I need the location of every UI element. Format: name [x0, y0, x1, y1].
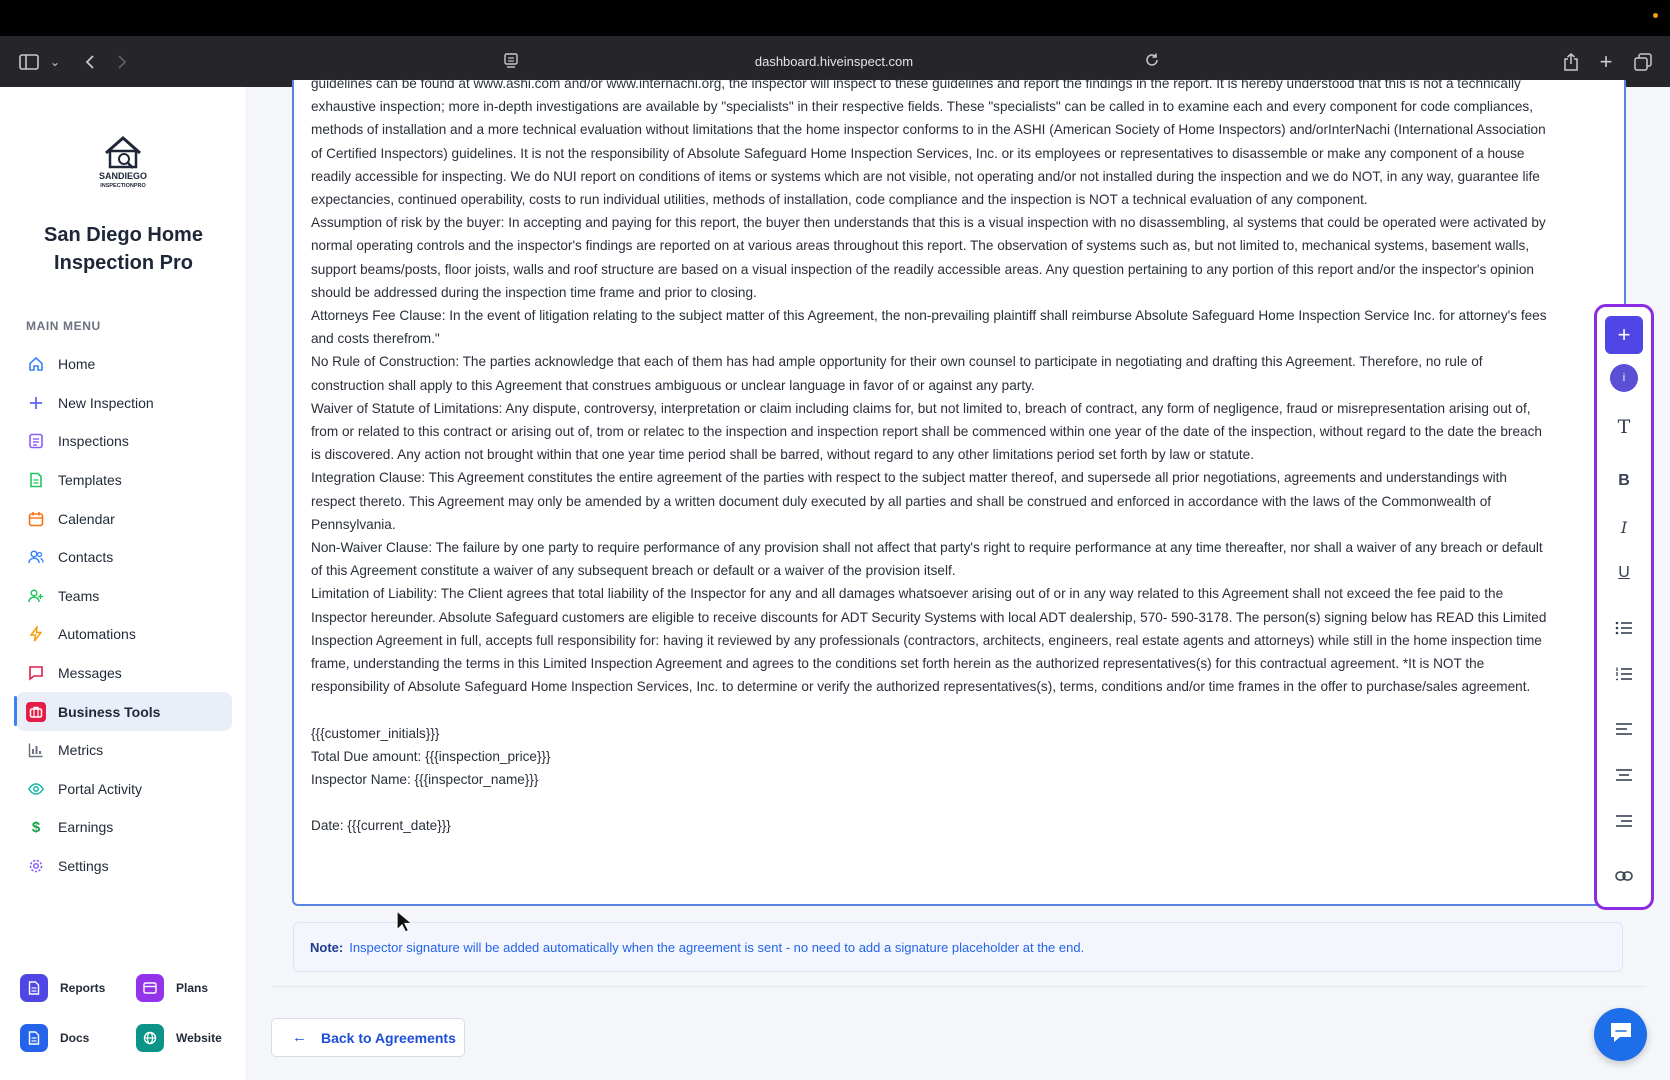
bar-chart-icon: [28, 742, 44, 758]
text-icon[interactable]: [1605, 408, 1643, 446]
reload-icon[interactable]: [1144, 52, 1160, 73]
sidebar-item-portal-activity[interactable]: [16, 770, 232, 809]
calendar-icon: [28, 511, 44, 527]
plus-icon: [28, 395, 44, 411]
url-text: dashboard.hiveinspect.com: [754, 54, 914, 69]
globe-icon: [136, 1024, 164, 1052]
customer-initials-placeholder: {{{customer_initials}}}: [311, 725, 440, 741]
sidebar-item-teams[interactable]: [16, 577, 232, 616]
paragraph-integration-clause: Integration Clause: This Agreement constitutes the entire agreement of the parties with respect to the subject matter thereof, and supersede all prior negotiations, agreements and understandings with respect thereto. This Agreement may only be amended by a written document duly executed by all parties and shall be construed and enforced in accordance with the laws of the Commonwealth of Pennsylvania.: [311, 470, 1507, 532]
chevron-down-icon[interactable]: ⌄: [49, 54, 61, 69]
clipboard-icon: [28, 433, 44, 449]
italic-icon[interactable]: [1605, 508, 1643, 546]
gear-icon: [28, 858, 44, 874]
paragraph-assumption-of-risk: Assumption of risk by the buyer: In accepting and paying for this report, the buyer then understands that this is a visual inspection with no disassembling, al systems that could be operated were activated by normal operating controls and the inspector's findings are reported on at various areas throughout this report. The observation of systems such as, but not limited to, mechanical systems, basement walls, support beams/posts, floor joists, walls and roof structure are based on a visual inspection of the readily accessible areas. Any question pertaining to any portion of this report and/or the inspector's opinion should be addressed during the inspection time frame and prior to closing.: [311, 215, 1546, 300]
underline-icon[interactable]: [1605, 554, 1643, 592]
sidebar-item-label: Settings: [58, 858, 109, 875]
docs-link[interactable]: [20, 1024, 89, 1052]
website-link[interactable]: [136, 1024, 222, 1052]
plans-link[interactable]: [136, 974, 208, 1002]
note-label: Note:: [310, 939, 344, 955]
date-line: Date: {{{current_date}}}: [311, 818, 451, 834]
logo-text-top: SANDIEGO: [98, 171, 148, 181]
website-label: Website: [176, 1031, 222, 1045]
formatting-toolbar: [1594, 304, 1654, 910]
paragraph-non-waiver: Non-Waiver Clause: The failure by one party to require performance of any provision shall not affect that party's right to require performance at any time thereafter, nor shall a waiver of any breach or default of this Agreement constitute a waiver of any subsequent breach or default or a waiver of the provision itself.: [311, 540, 1543, 579]
document-icon: [28, 472, 44, 488]
sidebar-item-label: New Inspection: [58, 394, 154, 411]
sidebar-item-messages[interactable]: [16, 654, 232, 693]
sidebar-item-label: Calendar: [58, 510, 115, 527]
agreement-editor[interactable]: [292, 76, 1626, 906]
signature-note: [293, 922, 1623, 972]
numbered-list-icon[interactable]: [1605, 655, 1643, 693]
paragraph-waiver-of-statute: Waiver of Statute of Limitations: Any dispute, controversy, interpretation or claim including claims for, but not limited to, breach of contract, any form of negligence, fraud or misrepresentation arising out of, from or related to this contract or arising out of, trom or relatec to the inspection and inspection report shall be commenced within one year of the date of the inspection, without regard to the date the breach is discovered. Any action not brought within that one year time period shall be barred, without regard to any other limitations period set forth by law or statute.: [311, 400, 1542, 463]
sidebar-item-settings[interactable]: [16, 847, 232, 886]
eye-icon: [28, 781, 44, 797]
bold-label: B: [1618, 472, 1630, 489]
blank-line: [311, 698, 1551, 721]
paragraph-no-rule-of-construction: No Rule of Construction: The parties acknowledge that each of them has had ample opportunity for their own counsel to participate in negotiating and drafting this Agreement. Therefore, no rule of construction shall apply to this Agreement that construes ambiguous or unclear language in favor of or against any party.: [311, 354, 1483, 393]
plans-label: Plans: [176, 981, 209, 995]
italic-label: I: [1620, 517, 1628, 537]
chat-widget-button[interactable]: [1594, 1008, 1647, 1061]
brand-name: San Diego Home Inspection Pro: [44, 224, 203, 274]
align-center-icon[interactable]: [1605, 756, 1643, 794]
sidebar-item-label: Contacts: [58, 549, 114, 566]
chat-icon: [1608, 1020, 1634, 1049]
sidebar-item-templates[interactable]: [16, 461, 232, 500]
tab-overview-icon[interactable]: [1632, 36, 1654, 87]
recording-indicator-icon: [1653, 13, 1658, 18]
sidebar-item-label: Teams: [58, 587, 100, 604]
company-logo: [88, 131, 158, 191]
mouse-cursor-icon: [396, 910, 412, 939]
inspector-name-line: Inspector Name: {{{inspector_name}}}: [311, 772, 539, 788]
sidebar-item-label: Earnings: [58, 819, 114, 836]
dollar-icon: $: [31, 818, 41, 836]
sidebar-item-earnings[interactable]: [16, 808, 232, 847]
sidebar-item-new-inspection[interactable]: [16, 384, 232, 423]
briefcase-icon: [26, 702, 46, 722]
reports-label: Reports: [60, 981, 106, 995]
forward-nav-icon[interactable]: [112, 36, 132, 87]
info-icon[interactable]: [1605, 359, 1643, 397]
os-menu-bar: [0, 0, 1670, 36]
bolt-icon: [28, 626, 44, 642]
text-label: T: [1617, 416, 1631, 438]
main-menu-label: MAIN MENU: [26, 319, 101, 333]
logo-text-bottom: INSPECTIONPRO: [100, 183, 146, 189]
align-right-icon[interactable]: [1605, 802, 1643, 840]
blank-line: [311, 791, 1551, 814]
note-text: Inspector signature will be added automatically when the agreement is sent - no need to add a signature placeholder at the end.: [349, 939, 1085, 955]
bullet-list-icon[interactable]: [1605, 609, 1643, 647]
users-icon: [28, 549, 44, 565]
reports-link[interactable]: [20, 974, 105, 1002]
sidebar-item-automations[interactable]: [16, 615, 232, 654]
back-nav-icon[interactable]: [80, 36, 100, 87]
doc-icon: [20, 1024, 48, 1052]
underline-label: U: [1618, 564, 1630, 581]
back-to-agreements-button[interactable]: [271, 1018, 465, 1057]
paragraph-limitation-of-liability: Limitation of Liability: The Client agrees that total liability of the Inspector for any and all damages whatsoever arising out of or in any way related to this Agreement shall not exceed the fee paid to the Inspector hereunder. Absolute Safeguard customers are eligible to receive discounts for ADT Security Systems with local ADT dealership, 570- 590-3178. The person(s) signing below has READ this Limited Inspection Agreement in full, accepts full responsibility for: having it reviewed by any professionals (contractors, architects, engineers, real estate agents and attorneys) while still in the home inspection time frame, understanding the terms in this Limited Inspection Agreement and agrees to the conditions set forth herein as the authorized representatives(s) for this contractual agreement. *It is NOT the responsibility of Absolute Safeguard Home Inspection Services, Inc. to determine or verify the authorized representatives(s), terms, conditions and/or time frames in the offer to purchase/sales agreement.: [311, 586, 1547, 695]
message-icon: [28, 665, 44, 681]
docs-label: Docs: [60, 1031, 90, 1045]
arrow-left-icon: ←: [292, 1029, 307, 1046]
sidebar-item-label: Metrics: [58, 742, 104, 759]
paragraph-attorneys-fee: Attorneys Fee Clause: In the event of litigation relating to the subject matter of this Agreement, the non-prevailing plaintiff shall reimburse Absolute Safeguard Home Inspection Service Inc. for attorney's fees and costs therefrom.": [311, 308, 1547, 347]
new-tab-icon[interactable]: +: [1599, 48, 1613, 74]
sidebar: [0, 87, 247, 1080]
sidebar-toggle-icon[interactable]: [16, 36, 42, 87]
card-footer-divider: [272, 986, 1646, 994]
sidebar-item-label: Inspections: [58, 433, 129, 450]
sidebar-item-label: Home: [58, 356, 96, 373]
back-button-label: Back to Agreements: [321, 1029, 456, 1046]
sidebar-item-business-tools[interactable]: [16, 692, 232, 731]
home-icon: [28, 356, 44, 372]
reader-mode-icon[interactable]: [504, 53, 518, 74]
sidebar-item-contacts[interactable]: [16, 538, 232, 577]
sidebar-item-calendar[interactable]: [16, 499, 232, 538]
sidebar-item-inspections[interactable]: [16, 422, 232, 461]
report-icon: [20, 974, 48, 1002]
insert-plus-icon[interactable]: +: [1605, 316, 1643, 354]
bold-icon[interactable]: [1605, 462, 1643, 500]
sidebar-item-label: Automations: [58, 626, 136, 643]
link-icon[interactable]: [1605, 857, 1643, 895]
sidebar-item-label: Portal Activity: [58, 780, 143, 797]
total-due-line: Total Due amount: {{{inspection_price}}}: [311, 748, 551, 764]
sidebar-item-label: Messages: [58, 665, 122, 682]
team-icon: [28, 588, 44, 604]
sidebar-item-label: Templates: [58, 472, 122, 489]
main-nav: [16, 345, 232, 885]
card-icon: [136, 974, 164, 1002]
sidebar-item-home[interactable]: [16, 345, 232, 384]
agreement-text[interactable]: [311, 72, 1551, 838]
sidebar-item-metrics[interactable]: [16, 731, 232, 770]
paragraph-guidelines: guidelines can be found at www.ashi.com and/or www.internachi.org, the inspector will inspect to these guidelines and report the findings in the report. It is hereby understood that this is not a technically exhaustive inspection; more in-depth investigations are available by "specialists" in their respective fields. These "specialists" can be called in to examine each and every component for code compliances, methods of installation and a more technical evaluation without limitations that the home inspector conforms to in the ASHI (American Society of Home Inspectors) and/orInterNachi (International Association of Certified Inspectors) guidelines. It is not the responsibility of Absolute Safeguard Home Inspection Services, Inc. or its employees or representatives to disassemble or make any component of a house readily accessible for inspecting. We do NUI report on conditions of items or systems which are not visible, not operating and/or not installed during the inspection and we do NOT, in any way, guarantee life expectancies, continued operability, costs to run individual utilities, methods of installation, code compliance and the inspection is NOT a technical evaluation of any component.: [311, 76, 1546, 208]
info-label: i: [1610, 364, 1638, 392]
sidebar-item-label: Business Tools: [58, 703, 161, 720]
align-left-icon[interactable]: [1605, 710, 1643, 748]
